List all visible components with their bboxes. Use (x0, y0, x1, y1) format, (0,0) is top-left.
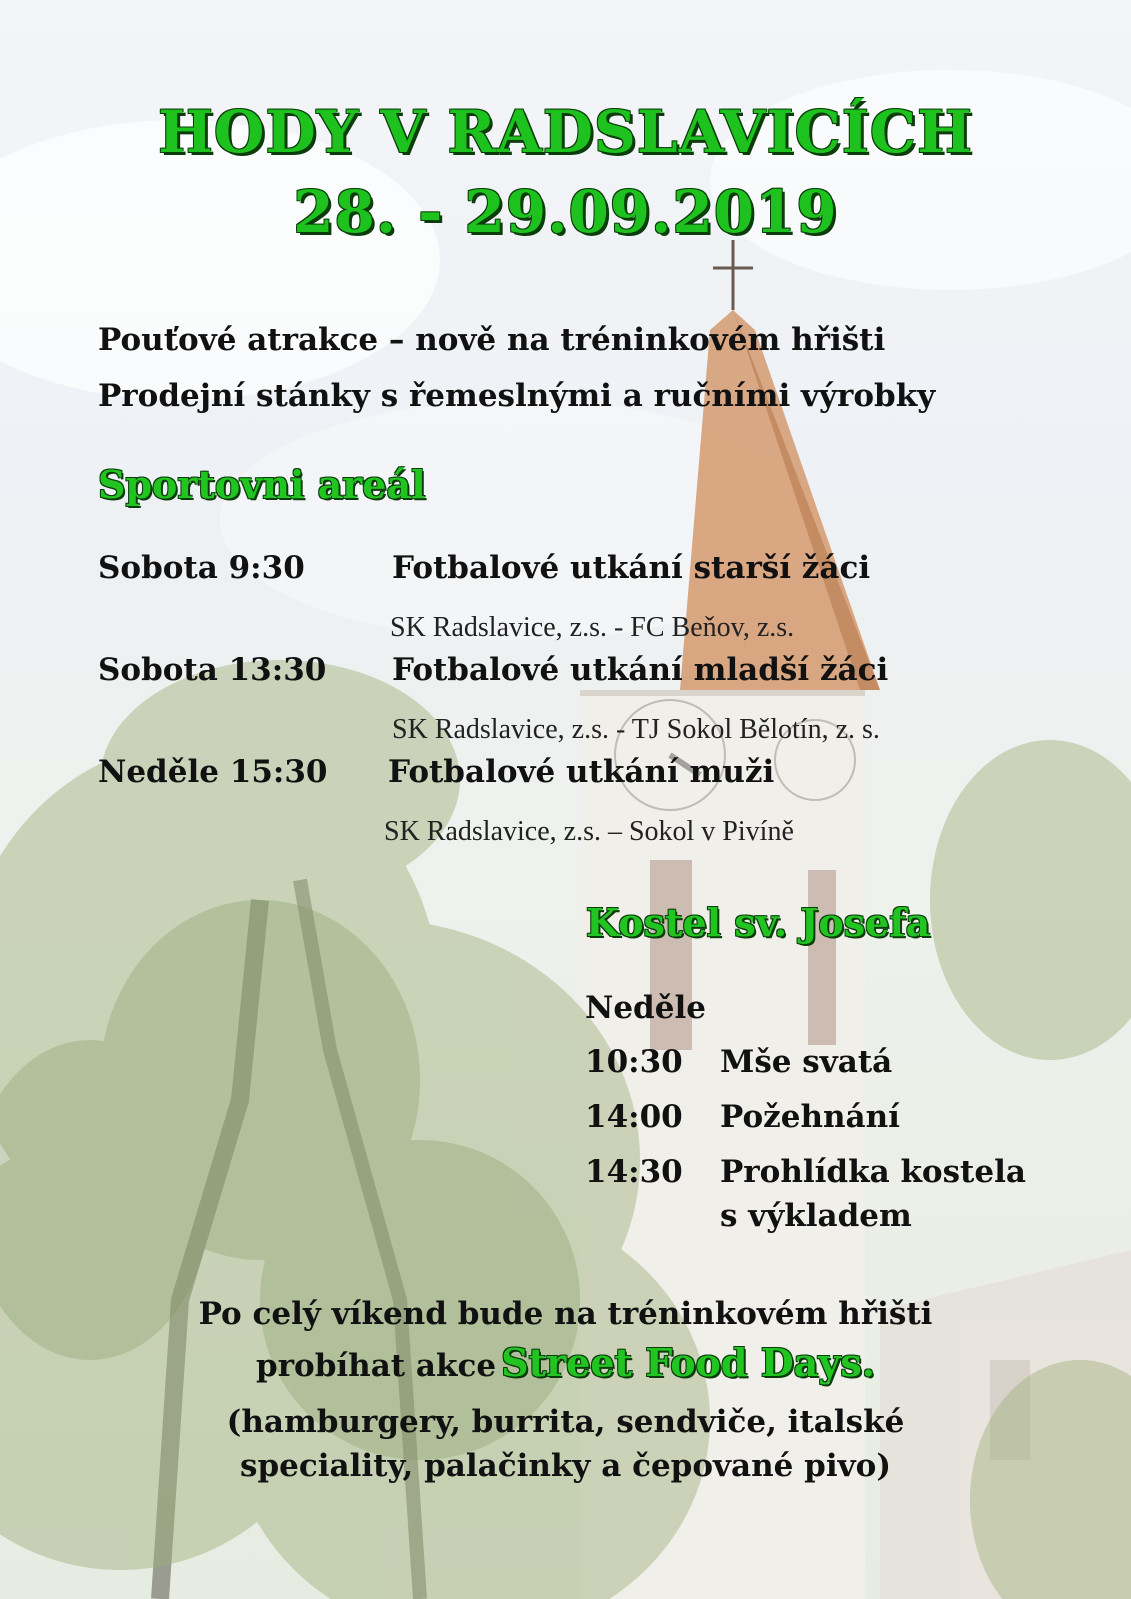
event-title: Fotbalové utkání mladší žáci (392, 652, 889, 688)
church-heading: Kostel sv. Josefa (586, 900, 931, 945)
intro-attractions: Pouťové atrakce – nově na tréninkovém hřišti (98, 322, 886, 358)
church-item-time: 14:30 (585, 1154, 683, 1190)
footer-line-3: (hamburgery, burrita, sendviče, italské (226, 1404, 905, 1440)
church-item-time: 10:30 (585, 1044, 683, 1080)
event-title: HODY V RADSLAVICÍCH (158, 98, 973, 166)
footer-line-2 (0, 1340, 1131, 1385)
church-item-label: Prohlídka kostela (720, 1154, 1026, 1190)
event-title: Fotbalové utkání muži (388, 754, 775, 790)
church-day: Neděle (585, 990, 706, 1026)
event-teams: SK Radslavice, z.s. – Sokol v Pivíně (384, 816, 794, 847)
church-item-extra: s výkladem (720, 1198, 912, 1234)
church-item-label: Mše svatá (720, 1044, 893, 1080)
event-time: Sobota 13:30 (98, 652, 327, 688)
street-food-highlight: Street Food Days. (501, 1340, 875, 1385)
church-item-time: 14:00 (585, 1099, 683, 1135)
event-teams: SK Radslavice, z.s. - TJ Sokol Bělotín, z. s. (392, 714, 880, 745)
church-item-label: Požehnání (720, 1099, 900, 1135)
sport-heading: Sportovni areál (98, 462, 426, 507)
event-teams: SK Radslavice, z.s. - FC Beňov, z.s. (390, 612, 795, 643)
event-time: Sobota 9:30 (98, 550, 305, 586)
event-dates: 28. - 29.09.2019 (293, 178, 838, 246)
event-time: Neděle 15:30 (98, 754, 328, 790)
event-title: Fotbalové utkání starší žáci (392, 550, 871, 586)
footer-line-1: Po celý víkend bude na tréninkovém hřišti (198, 1296, 933, 1332)
footer-line-4: speciality, palačinky a čepované pivo) (240, 1448, 891, 1484)
intro-stalls: Prodejní stánky s řemeslnými a ručními výrobky (98, 378, 936, 414)
footer-prefix: probíhat akce (256, 1348, 497, 1384)
